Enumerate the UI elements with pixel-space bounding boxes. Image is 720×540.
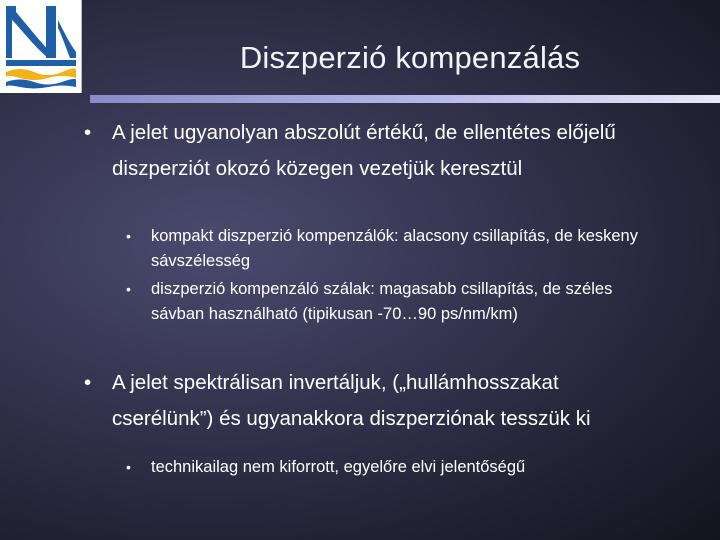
bullet-1	[82, 115, 642, 187]
sub-bullet-dot-icon: •	[126, 228, 131, 244]
sub-bullet-2-1-text: technikailag nem kiforrott, egyelőre elvi jelentőségű	[151, 458, 526, 476]
sub-bullet-2-1	[126, 455, 646, 480]
sub-bullet-dot-icon: •	[126, 281, 131, 297]
bullet-dot-icon: •	[84, 121, 92, 144]
sub-bullet-1-1-text: kompakt diszperzió kompenzálók: alacsony csillapítás, de keskeny sávszélesség	[151, 227, 638, 270]
slide-title: Diszperzió kompenzálás	[239, 40, 581, 75]
bullet-2	[82, 365, 642, 437]
sub-bullet-1-1	[126, 224, 646, 274]
sub-bullet-dot-icon: •	[126, 459, 131, 475]
bullet-2-text: A jelet spektrálisan invertáljuk, („hullámhosszakat cserélünk”) és ugyanakkora diszperziónak tesszük ki	[112, 371, 591, 430]
title-divider	[90, 95, 720, 103]
bullet-1-text: A jelet ugyanolyan abszolút értékű, de ellentétes előjelű diszperziót okozó közegen vezetjük keresztül	[112, 121, 616, 180]
sub-bullet-1-2-text: diszperzió kompenzáló szálak: magasabb csillapítás, de széles sávban használható (tipikusan -70…90 ps/nm/km)	[151, 280, 613, 323]
sub-bullet-1-2	[126, 277, 646, 327]
bullet-dot-icon: •	[84, 371, 92, 394]
bridge-logo-icon	[0, 0, 82, 93]
